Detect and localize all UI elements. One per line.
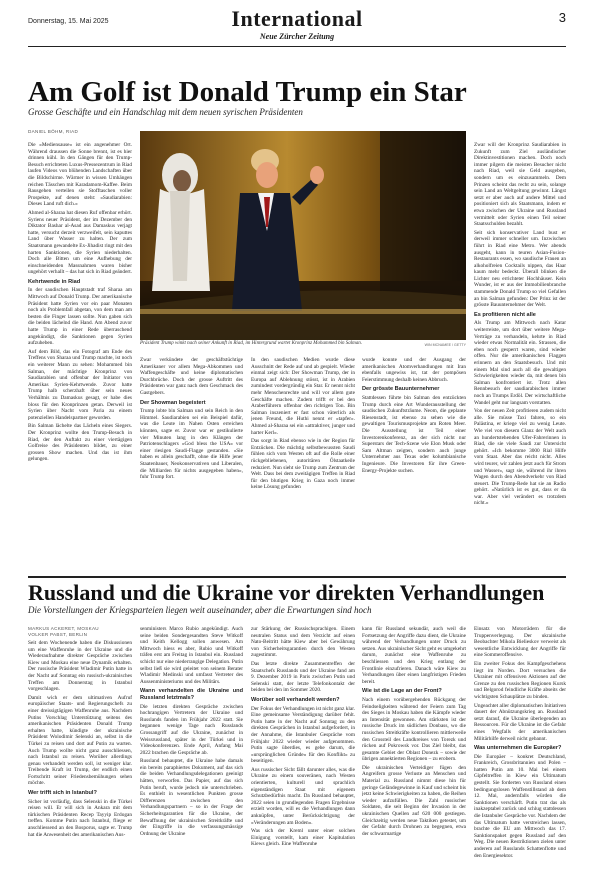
- article2-subhead: Die Vorstellungen der Kriegsparteien liegen weit auseinander, aber die Erwartungen sind hoch: [28, 605, 372, 615]
- issue-date: Donnerstag, 15. Mai 2025: [28, 18, 109, 25]
- crosshead: Was unternehmen die Europäer?: [474, 745, 562, 752]
- masthead: [28, 6, 566, 44]
- article1-column-1: [28, 142, 132, 570]
- caption-text: Präsident Trump winkt nach seiner Ankunft in Riad, im Hintergrund wartet Kronprinz Mohammed bin Salman.: [140, 341, 363, 346]
- paragraph: Seit dem Wochenende haben die Diskussionen um eine Waffenruhe in der Ukraine und die Wiederaufnahme direkter Gespräche zwischen Kiew und Moskau eine neue Dynamik erhalten. Der russische Präsident Wladimir Putin hatte in der Nacht auf Sonntag ein russisch-ukrainisches Treffen am Donnerstag in Istanbul vorgeschlagen.: [28, 640, 132, 693]
- article1-column-4: [362, 357, 466, 570]
- article2-column-2: [140, 626, 243, 866]
- crosshead: Der Showman begeistert: [140, 399, 206, 406]
- newspaper-name: Neue Zürcher Zeitung: [259, 32, 335, 41]
- paragraph: Das letzte direkte Zusammentreffen der Staatschefs Russlands und der Ukraine fand am 9. Dezember 2019 in Paris zwischen Putin und Selenski statt, der letzte Telefonkontakt der beiden bei den im Sommer 2020.: [251, 660, 355, 694]
- article1-headline: Am Golf ist Donald Trump ein Star: [28, 76, 467, 108]
- crosshead: Worüber soll verhandelt werden?: [251, 696, 340, 703]
- photo-caption: [140, 341, 466, 347]
- paragraph: Was sich der Kreml unter einer solchen Einigung vorstellt, kam einer Kapitulation Kiews gleich. Eine Waffenruhe: [251, 828, 355, 848]
- paragraph: wurde konnte und der Ausgang der amerikanischen Atomverhandlungen mit Iran ebenfalls ungewiss ist, tat der pompösen Feierstimmung deshalb keinen Abbruch.: [362, 357, 466, 383]
- article1-column-2: [140, 357, 243, 570]
- article2-column-1: [28, 640, 132, 866]
- paragraph: Das sorgt in Riad ebenso wie in der Region für Entzücken. Die mächtig selbstbewussten Saudi fühlen sich vom Westen oft auf die Rolle einer rückgebliebenen, autoritären Ölstaatkeile reduziert. Nun sieht sie Trump zum Zentrum der Welt. Dass bei dem zweitägigen Treffen in Riad für den blutigen Krieg in Gaza noch immer keine Lösung gefunden: [251, 438, 355, 491]
- photo-credit: WIN MCNAMEE / GETTY: [424, 343, 466, 347]
- paragraph: Trump lobte bin Salman und sein Reich in den Himmel. Saudiarabien sei ein Beispiel dafür, was die Leute im Nahen Osten erreichen könnten, sagte er. Zuvor war er gestikulierte vier Minuten lang in den Klängen der Patriotenschlagers «God bless the USA» vor einer riesigen Saudi-Flagge gestanden. «Sie haben es allein geschafft, ohne die Hilfe jener Staatenbauer, Neokonservativen und Liberalen, die Milliarden für nichts ausgegeben haben», fuhr Trump fort.: [140, 408, 243, 481]
- paragraph: Als Trump am Mittwoch nach Katar weiterreiste, um dort über weitere Mega-Verträge zu verhandeln, kehrte in Riad wieder etwas Normalität ein. Strassen, die eben noch gesperrt waren, sind wieder offen. Nur die amerikanischen Flaggen erinnern an den Staatsbesuch. Und mit einem Mal sind auch all die gewaltigen Schwierigkeiten wieder da, mit denen bin Salman konfrontiert ist. Trotz allen Rennbesuch der saudiarabischen immer noch an Trumps Erdöl. Der wirtschaftliche Wandel geht nur langsam vorstatten.: [474, 320, 566, 406]
- paragraph: Seit sich konservativer Land bust er derweil immer schneller um. Inzwischen führt in Riad eine Metro. Wer abends ausgeht, kann in teuren Asian-Fusion-Restaurants essen, wo saudische Frauen an alkoholfreien Cocktails nippen, das Haar kaum mehr bedeckt. Überall blinken die Lichter neu errichteter Hochhäuser. Kein Wunder, ist er aus der Immobilienbranche stammende Donald Trump so viel Gefallen an bin Salman gefunden: Der Prinz ist der grösste Bauunternehmer der Welt.: [474, 229, 566, 309]
- trump-arrival-photo: [140, 131, 466, 340]
- paragraph: Aus russischer Sicht fällt darunter alles, was die Ukraine zu einem souveränen, nach Westen orientierten, kulturell und sprachlich eigenständigen Staat mit eigenem Schutzbedürfnis macht. Da Russland behauptet, 2022 seien in grundlegenden Fragen Ergebnisse erzielt worden, will es die Verhandlungen dann anknüpfen, unter Berücksichtigung der «Veränderungen am Boden».: [251, 766, 355, 826]
- paragraph: Damit wich er dem ultimativen Aufruf europäischer Staats- und Regierungschefs zu einer dreissigtägigen Waffenruhe aus. Nachdem Putins Vorschlag Unterstützung seitens des amerikanischen Präsidenten Donald Trump erhalten hatte, kündigte der ukrainische Präsident Wolodimir Selenski an, selbst in die Türkei zu reisen und dort auf Putin zu warten. Auch Trump wollte nicht ganz ausschliessen, nach Istanbul zu reisen. Worüber allerdings genau verhandelt werden soll, ist weniger klar. Treibende Kraft ist Trump, der endlich einen Fortschritt seiner Friedensbemühungen sehen möchte.: [28, 694, 132, 787]
- paragraph: Russland behauptet, die Ukraine habe damals ein bereits paraphiertes Dokument, auf das sich die beiden Verhandlungsdelegationen geeinigt hätten, verworfen. Das Papier, auf das sich Putin beruft, wurde jedoch nie unterschrieben. Es enthielt in wesentlichen Punkten grosse Differenzen zwischen den Verhandlungspartnern – so in der Frage der Sicherheitsgarantien für die Ukraine, der Bewaffnung der ukrainischen Streitkräfte und der Eingriffe in die verfassungsmässige Ordnung der Ukraine: [140, 758, 243, 837]
- crosshead: Der grösste Bauunternehmer: [362, 386, 440, 393]
- crosshead: Kehrtwende in Riad: [28, 278, 81, 285]
- paragraph: Die Europäer – konkret Deutschland, Frankreich, Grossbritannien und Polen – hatten Putin am 10. Mai bei einem Gipfeltreffen in Kiew ein Ultimatum gestellt. Sie forderten von Russland einen bedingungslosen Waffenstillstand ab dem 12. Mai, andernfalls würden die Sanktionen verschärft. Putin trat das als inakzeptabel zurück und schlug stattdessen die Istanbuler Gespräche vor. Nachdem der das Ultimatum hatte verstreichen lassen, brachte die EU am Mittwoch das 17. Sanktionspaket gegen Russland auf den Weg. Die neuen Restriktionen zielen unter anderem auf Russlands Schattenflotte und den Energiesektor.: [474, 753, 566, 859]
- paragraph: Die «Mediensause» ist ein angenehmer Ort. Während draussen die Sonne brennt, ist es hier drinnen kühl. In den Gängen für den Trump-Besuch errichteten Luxus-Pressezentrum in Riad laufen Videos von blühenden Landschaften über die Bildschirme. Wärmer in wissen Umhängen reichen Tässchen mit Karadamom-Kaffee. Beim Rausgehen verteilen sie Stofftaschen voller Prospekte, auf denen steht: «Saudiarabien: Dieses Land ruft dich.»: [28, 142, 132, 208]
- paragraph: Die ukrainischen Verteidiger fügen den Angreifern grosse Verluste an Menschen und Material zu. Russland nimmt diese hin für geringe Geländegewinne in Kauf und scheint bis jetzt keine Schwierigkeiten zu haben, die Reihen wieder aufzufüllen. Die Zahl russischer Soldaten, die seit Beginn der Invasion in der ukrainischen Quellen auf 620 000 gestiegen. Gleichzeitig werden neue Taktiken getestet, um der Gefahr durch Drohnen zu begegnen, etwa der schwarmartige: [362, 764, 466, 837]
- paragraph: Ahmed al-Sharaa hat diesen Ruf offenbar erhört. Syriens neuer Präsident, der im Dezember den Diktator Bashar al-Asad aus Damaskus verjagt hatte, versucht derzeit verzweifelt, sein kaputtes Land über Wasser zu halten. Der zum Staatsmann gewandelte Ex-Jihadist ringt mit den harten Sanktionen, die Syrien niederhalten. Doch alle Bitten um eine Aufhebung der einschneidenden Massnahmen waren bisher ungehört verhallt – das hat sich in Riad geändert.: [28, 209, 132, 276]
- crosshead: Wann verhandelten die Ukraine und Russland letztmals?: [140, 688, 243, 701]
- paragraph: Sicher ist vorläufig, dass Selenski in die Türkei reisen will. Er will sich in Ankara mit dem türkischen Präsidenten Recep Tayyip Erdogan treffen. Komme Putin nach Istanbul, fliege er anschliessend an den Bosporus, sagte er. Trump hat die Anwesenheit des amerikanischen Aus-: [28, 798, 132, 838]
- paragraph: Zwar will der Kronprinz Saudiarabien in Zukunft zum Ziel ausländischer Direktinvestitionen machen. Doch noch immer pilgern die meisten Besucher nicht nach Riad, weil sie Geld ausgeben, sondern um es einzusammeln. Dem Prinzen scheint das recht zu sein, solange sein Land an Weltgeltung gewinnt. Längst setzt er aber auch auf andere Mittel und positioniert sich als Staatsmann, indem er etwa zwischen der Ukraine und Russland vermittelt oder Syrien einen Teil seiner Staatsschulden bezahlt.: [474, 142, 566, 228]
- page-number: 3: [558, 10, 566, 25]
- article1-column-5: [474, 142, 566, 570]
- article2-column-5: [474, 626, 566, 866]
- crosshead: Wer trifft sich in Istanbul?: [28, 790, 97, 797]
- article1-photo: [140, 131, 466, 340]
- section-title: International: [231, 6, 363, 31]
- paragraph: senministers Marco Rubio angekündigt. Auch seine beiden Sondergesandten Steve Witkoff und Keith Kellogg sollen anwesen. Am Mittwoch hiess es aber, Rubio und Witkoff träfen erst am Freitag in Istanbul ein. Russland schickt nur eine niederrangige Delegation. Putin selbst ließ sie wird geleitet von seinem Berater Wladimir Medinski und umfasst Vertreter des Aussenministeriums und des Militärs.: [140, 626, 243, 685]
- paragraph: kann für Russland sekundär, auch weil die Fortsetzung der Angriffe dazu dient, die Ukraine während der Verhandlungen unter Druck zu setzen. Aus ukrainischer Sicht geht es umgekehrt darum, zunächst eine Waffenruhe zu beschliessen und den Krieg entlang der Frontlinie einzufrieren. Danach wäre Kiew zu Verhandlungen über einen langfristigen Frieden bereit.: [362, 626, 466, 685]
- paragraph: Nach einem vorübergehenden Rückgang der Feindseligkeiten während der Feiern zum Tag des Sieges in Moskau haben die Kämpfe wieder an Intensität gewonnen. Am stärksten ist der russische Druck im südlichen Donbass, wo die russischen Streitkräfte kontrollieren mittlerweile den Grossteil des Landkreises von Torezk und rücken auf Pokrowsk vor. Das Ziel bleibt, das gesamte Gebiet der Oblast Donezk – sowie der übrigen annektierten Regionen – zu erobern.: [362, 696, 466, 763]
- col1-paras: [28, 142, 132, 276]
- crosshead: Wie ist die Lage an der Front?: [362, 688, 442, 695]
- article1-subhead: Grosse Geschäfte und ein Handschlag mit dem neuen syrischen Präsidenten: [28, 107, 303, 117]
- paragraph: Stattdessen führte bin Salman den entzückten Trump durch eine Art Wunderausstellung der saudischen Zukunftsträume. Neom, die geplante Riesenstadt, ist ebenso zu sehen wie die gewaltigen Tourismusprojekte am Roten Meer. Die Ausstellung ist Teil einer Investorenkonferenz, an der sich nicht nur Superstars der Tech-Szene wie Elon Musk oder Sam Altman zeigten, sondern auch junge Unternehmer aus Texas oder kolumbianische Ingenieure. Die Investoren für ihre Green-Energy-Projekte suchen.: [362, 394, 466, 474]
- article1-column-3: [251, 357, 355, 570]
- paragraph: Bin Salman lächelte das Lächeln eines Siegers. Der Kronprinz wollte den Trump-Besuch in Riad, der den Auftakt zu einer viertägigen Golfreise des Präsidenten bildet, zu einer grossen Show machen. Und das ist ihm gelungen.: [28, 423, 132, 463]
- crosshead: Es profitieren nicht alle: [474, 311, 536, 318]
- paragraph: Ungeachtet aller diplomatischen Initiativen dauert der Abnützungskrieg an. Russland setzt darauf, die Ukraine überlegenden an Ressourcen. Für die Ukraine ist die Gefahr eines Wegfalls der amerikanischen Militärhilfe derweil nicht gebannt.: [474, 702, 566, 742]
- paragraph: Zwar verkündete der geschäftstüchtige Amerikaner vor allem Mega-Abkommen und Waffengeschäfte und keine diplomatischen Durchbrüche. Doch der grosse Auftritt des Präsidenten war ganz nach dem Geschmack des Gastgebers.: [140, 357, 243, 396]
- paragraph: In der saudischen Hauptstadt traf Sharaa am Mittwoch auf Donald Trump. Der amerikanische Präsident hatte Syrien vor ein paar Monaten noch als Problemfall abgetan, von dem man am besten die Finger lassen sollte. Nun gaben sich die beiden lächelnd die Hand. Am Abend zuvor hatte Trump in einer Rede überraschend angekündigt, die Sanktionen gegen Syrien aufzuheben.: [28, 287, 132, 347]
- paragraph: In den saudischen Medien wurde diese Ausschnitt der Rede auf und ab gespielt. Wieder einmal zeigt sich: Der Showman Trump, der in Europa auf Ablehnung stösst, ist in Arabien zumindest vordergründig ein Star. Er nennt nicht mehr Menschenrechte und will vor allem gute Geschäfte machen. Zudem trifft er bei den Araberführern offenbar den richtigen Ton. Bin Salman inszeniert er fast schon väterlich als jenen Freund, die Huthi nennt er «tapfer». Ahmed al-Sharaa sei ein «attraktiver, junger und harter Kerl».: [251, 357, 355, 436]
- article2-author: MARKUS ACKERET, MOSKAU VOLKER PABST, BERLIN: [28, 626, 99, 637]
- article1-author: DANIEL BÖHM, RIAD: [28, 129, 79, 134]
- paragraph: Ein zweiter Fokus des Kampfgeschehens liegt im Norden. Dort versuchen die Ukrainer mit offensiven Aktionen auf der Grenze zu den russischen Regionen Kursk und Belgorod feindliche Kräfte abseits der wichtigsten Schauplätze zu binden.: [474, 660, 566, 700]
- paragraph: Von der neuen Zeit profitieren zudem nicht alle. Sie müsse Taxi fahren, so ein Palästina, er kriege viel zu wenig Leute. Wie viel von diesem Glanz der Welt auch an hundertstehenden Ufer-Fahrerinnen in Riad, die sie viele Saudi zur Untersicht gehört. «Ich bekomme 3000 Rial Hilfe vom Staat. Aber das reicht nicht. Alles wird teurer, wir zahlen jetzt auch für Strom und Wasser», sagt sie, während ihr ihren Wagen durch den Abendverkehr von Riad steuert. Die Trump-Rede hat sie an Radio gehört. «Natürlich ist es gut, dass er da war. Aber viel verändert es trotzdem nicht.»: [474, 408, 566, 507]
- paragraph: Die letzten direkten Gespräche zwischen hochrangigen Vertretern der Ukraine und Russlands fanden im Frühjahr 2022 statt. Sie begannen wenige Tage nach Russlands Grossangriff auf die Ukraine, zunächst in Weissrussland, später in der Türkei und in Videokonferenzen. Ende April, Anfang Mai 2022 brachen die Gespräche ab.: [140, 703, 243, 756]
- article2-column-3: [251, 626, 355, 866]
- paragraph: Der Fokus der Verhandlungen ist nicht ganz klar. Eine gemeinsame Verständigung darüber fehlt. Putin hatte in der Nacht auf Sonntag zu den direkten Gesprächen in Istanbul aufgefordert, in der Annahme, die Istanbuler Gespräche vom Frühjahr 2022 wieder wieder aufgenommen. Putin sagte überdies, es gehe darum, die «ursprünglichen Gründe» für den Konflikt» zu beseitigen.: [251, 705, 355, 765]
- paragraph: Auf dem Bild, das ein Fotograf am Ende des Treffens von Sharaa und Trump machte, ist noch ein weiterer Mann zu sehen: Mohammed bin Salman, der mächtige Kronprinz von Saudiarabien und offenbar der Initiator von Amerikas Syrien-Kehrtwende. Zuvor hatte Trump halb scherzhaft über sein neues Verhältnis zu Damaskus gesagt, er habe dies bloss für den Kronprinzen getan. Derweil ist Syrien über Nacht vom Paria zu einem potenziellen Handelspartner geworden.: [28, 348, 132, 421]
- paragraph: Einsatz von Motorrädern für die Truppenverlegung. Der ukrainische Beobachter Mikola Bielieskov verweist als wesentliche Entwicklung der Angriffe für eine Sommeroffensive.: [474, 626, 566, 659]
- article2-column-4: [362, 626, 466, 866]
- article-divider: [28, 576, 566, 578]
- paragraph: zur Stärkung der Russischsprachigen. Einem neutralen Status und dem Verzicht auf einen Nato-Beitritt hätte Kiew aber bei Gewährung von Sicherheitsgarantien durch den Westen zugestimmt.: [251, 626, 355, 659]
- article2-headline: Russland und die Ukraine vor direkten Verhandlungen: [28, 580, 545, 605]
- masthead-rule: [28, 46, 566, 47]
